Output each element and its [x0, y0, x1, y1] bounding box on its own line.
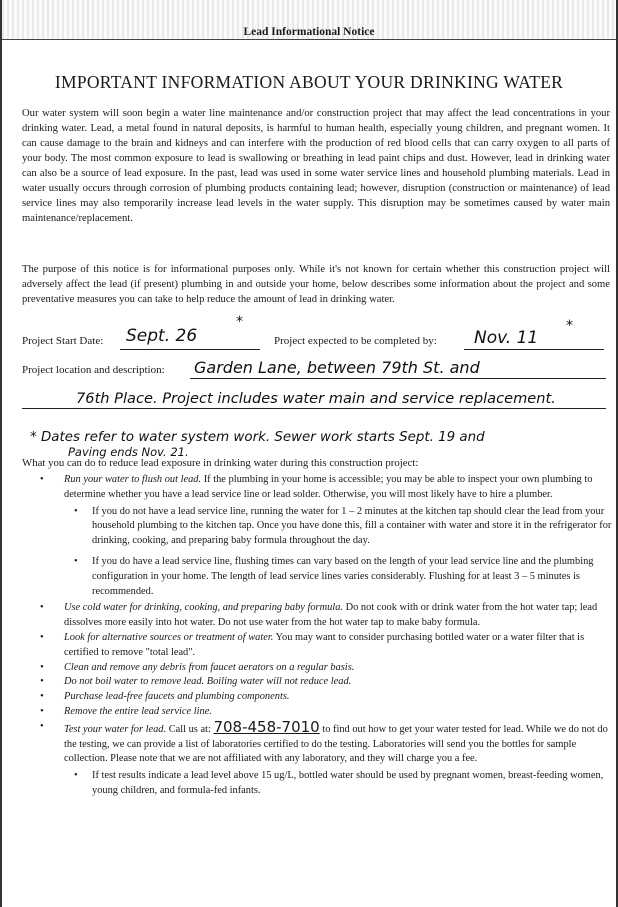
phone-number: 708-458-7010	[213, 717, 320, 736]
end-date-label: Project expected to be completed by:	[274, 335, 437, 347]
actions-intro: What you can do to reduce lead exposure in drinking water during this construction project:	[22, 457, 419, 469]
purpose-paragraph: The purpose of this notice is for informational purposes only. While it's not known for certain whether this construction project will adversely affect the lead (if present) plumbing in and outside your home, below describes some information about the project and some preventative measures you can take to help reduce the amount of lead in drinking water.	[22, 264, 610, 305]
location-text-1: Garden Lane, between 79th St. and	[194, 358, 480, 377]
start-date-label: Project Start Date:	[22, 335, 104, 347]
list-item: • If test results indicate a lead level above 15 ug/L, bottled water should be used by pregnant women, breast-feeding women, young children, and formula-fed infants.	[22, 769, 612, 799]
start-date-asterisk: *	[236, 314, 243, 330]
list-item	[22, 601, 612, 631]
location-label: Project location and description:	[22, 364, 165, 376]
start-date-value: Sept. 26	[126, 326, 198, 346]
list-item-text: to find out how to get your water tested for lead. While we do not do the testing, we can provide a list of laboratories certified to do the testing. Laboratories will send you the bottles for sample collection. Please note that we are not affiliated with any laboratory, and they will charge you a fee.	[64, 723, 608, 765]
location-line-2	[22, 408, 606, 409]
list-item-text: Call us at:	[166, 723, 211, 735]
notice-title: Lead Informational Notice	[243, 26, 375, 38]
dates-note-line-2: Paving ends Nov. 21.	[68, 445, 189, 459]
list-item-text: Do not cook with or drink water from the hot water tap; lead dissolves more easily into hot water. Do not use water from the hot water tap to make baby formula.	[64, 602, 598, 629]
list-item: • Do not boil water to remove lead. Boiling water will not reduce lead.	[22, 675, 612, 690]
list-item	[22, 631, 612, 661]
actions-list	[22, 473, 612, 801]
list-item-text: You may want to consider purchasing bottled water or a water filter that is certified to remove "total lead".	[64, 631, 585, 658]
dates-note-line-1: * Dates refer to water system work. Sewer work starts Sept. 19 and	[30, 430, 485, 445]
list-item	[22, 717, 612, 767]
list-item: • Purchase lead-free faucets and plumbing components.	[22, 690, 612, 705]
list-item: • Clean and remove any debris from faucet aerators on a regular basis.	[22, 661, 612, 676]
list-item-lead: Test your water for lead.	[64, 723, 167, 735]
end-date-line	[464, 349, 604, 350]
page-title: IMPORTANT INFORMATION ABOUT YOUR DRINKING WATER	[54, 72, 564, 92]
list-item: • If you do have a lead service line, flushing times can vary based on the length of your lead service line and the plumbing configuration in your home. The length of lead service lines varies considerably. Flushing for at least 3 – 5 minutes is recommended.	[22, 555, 612, 599]
intro-paragraph: Our water system will soon begin a water line maintenance and/or construction project that may affect the lead concentrations in your drinking water. Lead, a metal found in natural deposits, is harmful to human health, especially young children, and pregnant women. It can cause damage to the brain and kidneys and can interfere with the production of red blood cells that can carry oxygen to all parts of your body. The most common exposure to lead is swallowing or breathing in lead paint chips and dust. However, lead in drinking water can also be a source of lead exposure. In the past, lead was used in some water service lines and household plumbing materials. Lead in water usually occurs through corrosion of plumbing products containing lead; however, disruption (construction or maintenance) of lead service lines may also temporarily increase lead levels in the water supply. This disruption may be sometimes caused by water main maintenance/replacement.	[22, 108, 610, 224]
location-text-2: 76th Place. Project includes water main and service replacement.	[76, 390, 556, 407]
list-item-lead: Use cold water for drinking, cooking, and preparing baby formula.	[64, 602, 343, 614]
list-item: • If you do not have a lead service line, running the water for 1 – 2 minutes at the kitchen tap should clear the lead from your household plumbing to the kitchen tap. Once you have done this, fill a container with water and store it in the refrigerator for drinking, cooking, and preparing baby formula throughout the day.	[22, 505, 612, 549]
list-item	[22, 473, 612, 503]
list-item-text: If the plumbing in your home is accessible; you may be able to inspect your own plumbing to determine whether you have a lead service line or lead solder. Otherwise, you will most likely have to hire a plumber.	[64, 474, 593, 500]
end-date-value: Nov. 11	[474, 328, 539, 348]
list-item-lead: Run your water to flush out lead.	[64, 474, 202, 485]
list-item: • Remove the entire lead service line.	[22, 705, 612, 720]
list-item-lead: Look for alternative sources or treatment of water.	[64, 631, 274, 643]
start-date-line	[120, 349, 260, 350]
end-date-asterisk: *	[566, 318, 573, 334]
location-line-1	[190, 378, 606, 379]
